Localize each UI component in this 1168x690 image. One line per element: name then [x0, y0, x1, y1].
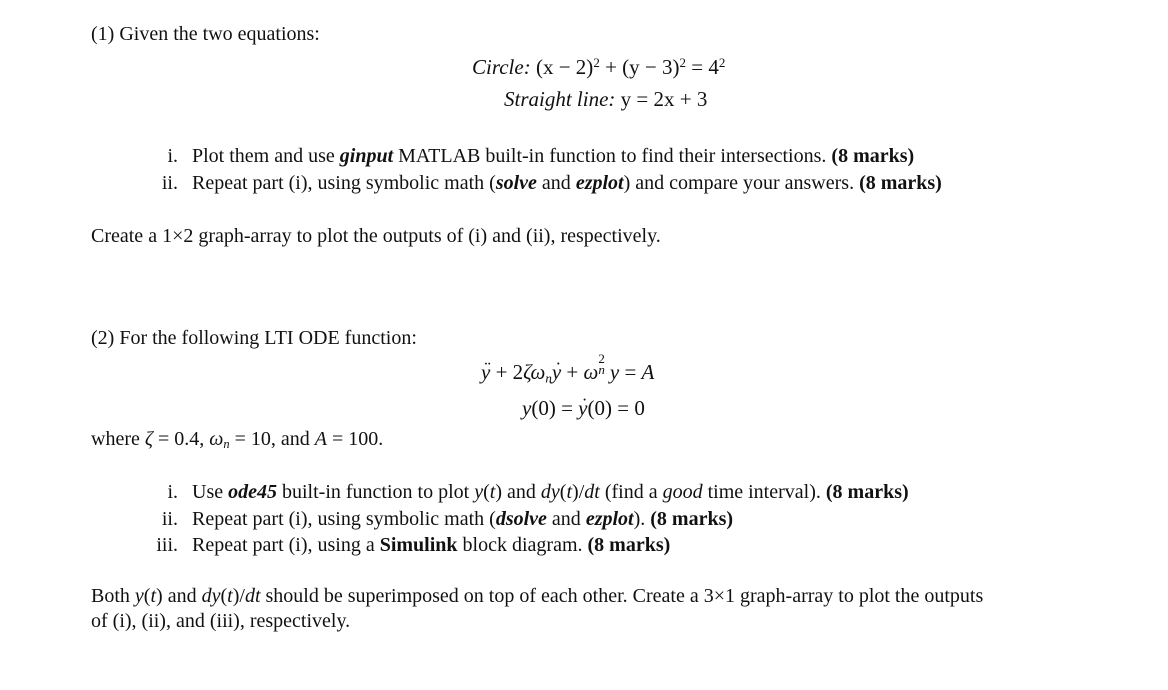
t: t	[227, 585, 233, 607]
text: Repeat part (i), using a	[192, 534, 380, 556]
part-number: iii.	[156, 534, 178, 556]
keyword-solve: solve	[495, 172, 537, 194]
text: time interval).	[702, 481, 826, 503]
q2-note-line1: Both y(t) and dy(t)/dt should be superimposed on top of each other. Create a 3×1 graph-array to plot the outputs	[91, 585, 984, 607]
zeta-value: = 0.4,	[152, 428, 210, 450]
q1-part-i	[148, 146, 914, 166]
text: Both	[91, 585, 135, 607]
text: ) and compare your answers.	[623, 172, 860, 194]
keyword-ode45: ode45	[228, 481, 277, 503]
text: (0) =	[531, 396, 579, 420]
subscript-n: n	[223, 437, 230, 452]
q2-part-iii	[148, 535, 670, 555]
marks: (8 marks)	[650, 508, 734, 530]
line-equation	[504, 89, 707, 110]
text: built-in function to plot	[277, 481, 475, 503]
q2-part-ii	[148, 509, 733, 529]
circle-equation	[472, 54, 726, 79]
dy: dy	[201, 585, 221, 607]
zeta: ζ	[523, 360, 531, 384]
dy: dy	[540, 481, 560, 503]
part-number: i.	[167, 481, 178, 503]
text: =	[619, 360, 642, 384]
q1-part-ii	[148, 173, 942, 193]
line-eq: y = 2x + 3	[620, 87, 708, 111]
marks: (8 marks)	[825, 481, 909, 503]
omega: ω	[583, 360, 599, 384]
text: and	[546, 508, 586, 530]
y-dot: ˙ y	[552, 362, 561, 383]
keyword-ezplot: ezplot	[585, 508, 634, 530]
circle-plus: +	[599, 55, 623, 79]
text: Plot them and use	[192, 145, 340, 167]
y: y	[522, 396, 532, 420]
circle-term-x: $(x - 2)^2$	[535, 54, 600, 79]
text: block diagram.	[457, 534, 588, 556]
A-value: = 100.	[326, 428, 384, 450]
text: should be superimposed on top of each other. Create a 3×1 graph-array to plot the outputs	[260, 585, 984, 607]
initial-conditions	[522, 398, 645, 419]
text: and	[536, 172, 576, 194]
circle-label: Circle:	[472, 55, 531, 79]
text: MATLAB built-in function to find their intersections.	[393, 145, 832, 167]
t: t	[489, 481, 496, 503]
t: t	[150, 585, 157, 607]
text: ).	[633, 508, 651, 530]
q2-part-i: i. Use ode45 built-in function to plot y(t) and dy(t)/dt (find a good time interval). (8 marks)	[148, 482, 909, 502]
subscript-n: n	[545, 370, 552, 386]
text: Repeat part (i), using symbolic math (	[192, 508, 496, 530]
part-number: ii.	[161, 172, 178, 194]
q2-note-line2: of (i), (ii), and (iii), respectively.	[91, 610, 351, 632]
omega-n-squared: 2 n	[598, 351, 605, 378]
q1-note: Create a 1×2 graph-array to plot the outputs of (i) and (ii), respectively.	[91, 225, 661, 247]
zeta: ζ	[144, 428, 153, 450]
A: A	[314, 428, 327, 450]
text: Repeat part (i), using symbolic math (	[192, 172, 496, 194]
text: + 2	[490, 360, 524, 384]
keyword-dsolve: dsolve	[495, 508, 547, 530]
text: and	[502, 481, 541, 503]
A: A	[641, 360, 655, 384]
text: (find a	[599, 481, 663, 503]
part-number: i.	[167, 145, 178, 167]
t: t	[566, 481, 573, 503]
keyword-simulink: Simulink	[379, 534, 458, 556]
text: Use	[192, 481, 229, 503]
omega: ω	[209, 428, 224, 450]
ode-equation	[481, 351, 655, 386]
keyword-ginput: ginput	[339, 145, 394, 167]
text: and	[162, 585, 202, 607]
good: good	[662, 481, 703, 503]
part-number: ii.	[161, 508, 178, 530]
y-double-dot: ¨ y	[481, 362, 490, 383]
line-label: Straight line:	[504, 87, 616, 111]
dt: dt	[244, 585, 261, 607]
marks: (8 marks)	[587, 534, 671, 556]
marks: (8 marks)	[859, 172, 942, 194]
keyword-ezplot: ezplot	[575, 172, 624, 194]
text: where	[91, 428, 145, 450]
parameters-line	[91, 428, 384, 452]
q1-heading: (1) Given the two equations:	[91, 23, 320, 45]
marks: (8 marks)	[831, 145, 915, 167]
circle-rhs: = $4^2$	[686, 54, 726, 79]
text: +	[561, 360, 584, 384]
y: y	[609, 360, 620, 384]
dt: dt	[584, 481, 600, 503]
text: (0) = 0	[587, 396, 645, 420]
y: y	[474, 481, 484, 503]
circle-term-y: $(y - 3)^2$	[622, 54, 687, 79]
omega: ω	[530, 360, 546, 384]
q2-heading: (2) For the following LTI ODE function:	[91, 327, 417, 349]
y-dot: ˙ y	[578, 398, 587, 419]
omega-value: = 10, and	[229, 428, 315, 450]
y: y	[134, 585, 144, 607]
